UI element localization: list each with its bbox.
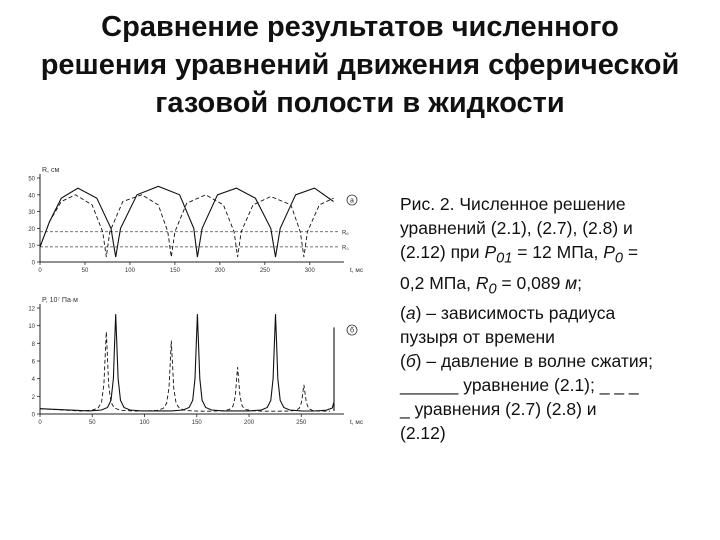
y-tick-label: 2 bbox=[31, 394, 35, 401]
x-axis-label: t, мс bbox=[350, 267, 364, 274]
reference-line-label: Rₑ bbox=[342, 230, 349, 237]
caption-line-10: (2.12) bbox=[400, 423, 446, 443]
caption-line-1: Рис. 2. Численное решение bbox=[400, 194, 626, 214]
y-tick-label: 20 bbox=[28, 226, 35, 233]
series-solid-line bbox=[40, 186, 334, 257]
series-dashed-line bbox=[40, 332, 330, 411]
series-solid-line bbox=[40, 314, 334, 411]
x-axis-label: t, мс bbox=[350, 419, 364, 426]
y-tick-label: 0 bbox=[31, 260, 35, 267]
figure bbox=[26, 150, 366, 430]
caption-line-3: (2.12) при $P_{01} = 12$ МПа, $P_0$ = bbox=[400, 242, 639, 267]
x-tick-label: 150 bbox=[169, 268, 180, 274]
caption-line-6: пузыря от времени bbox=[400, 327, 555, 347]
panel-label: б bbox=[349, 327, 355, 335]
x-tick-label: 0 bbox=[38, 268, 42, 274]
caption-line-5: (а) – зависимость радиуса bbox=[400, 303, 616, 323]
slide-title bbox=[0, 8, 720, 122]
y-tick-label: 50 bbox=[28, 176, 35, 183]
reference-line-label: R₀ bbox=[342, 245, 349, 252]
y-tick-label: 0 bbox=[31, 412, 35, 419]
panel-a bbox=[28, 167, 364, 274]
y-tick-label: 12 bbox=[28, 306, 35, 313]
x-tick-label: 300 bbox=[304, 268, 315, 274]
x-tick-label: 0 bbox=[38, 420, 42, 426]
figure-caption bbox=[400, 192, 700, 445]
y-tick-label: 40 bbox=[28, 193, 35, 200]
caption-line-8: ______ уравнение (2.1); _ _ _ bbox=[400, 375, 639, 395]
x-tick-label: 100 bbox=[139, 420, 150, 426]
title-line-3: газовой полости в жидкости bbox=[155, 87, 565, 119]
y-tick-label: 10 bbox=[28, 243, 35, 250]
y-tick-label: 4 bbox=[31, 377, 35, 384]
x-tick-label: 250 bbox=[296, 420, 307, 426]
caption-line-4: 0,2 МПа, $R_0 = 0,089$ м; bbox=[400, 272, 583, 297]
series-dashed-line bbox=[40, 195, 334, 257]
x-tick-label: 100 bbox=[124, 268, 135, 274]
title-line-1: Сравнение результатов численного bbox=[101, 11, 619, 43]
caption-line-9: _ уравнения (2.7) (2.8) и bbox=[400, 399, 597, 419]
caption-line-7: (б) – давление в волне сжатия; bbox=[400, 351, 653, 371]
x-tick-label: 200 bbox=[214, 268, 225, 274]
panel-label: а bbox=[350, 197, 354, 205]
x-tick-label: 50 bbox=[88, 420, 96, 426]
x-tick-label: 250 bbox=[259, 268, 270, 274]
y-tick-label: 10 bbox=[28, 324, 35, 331]
y-tick-label: 8 bbox=[31, 341, 35, 348]
x-tick-label: 150 bbox=[191, 420, 202, 426]
title-line-2: решения уравнений движения сферической bbox=[40, 49, 680, 81]
panel-b bbox=[28, 297, 364, 426]
y-axis-label: P, 10⁷ Па·м bbox=[42, 297, 78, 304]
y-tick-label: 6 bbox=[31, 359, 35, 366]
caption-line-2: уравнений (2.1), (2.7), (2.8) и bbox=[400, 218, 633, 238]
y-axis-label: R, см bbox=[42, 167, 60, 174]
x-tick-label: 50 bbox=[81, 268, 89, 274]
x-tick-label: 200 bbox=[244, 420, 255, 426]
y-tick-label: 30 bbox=[28, 210, 35, 217]
